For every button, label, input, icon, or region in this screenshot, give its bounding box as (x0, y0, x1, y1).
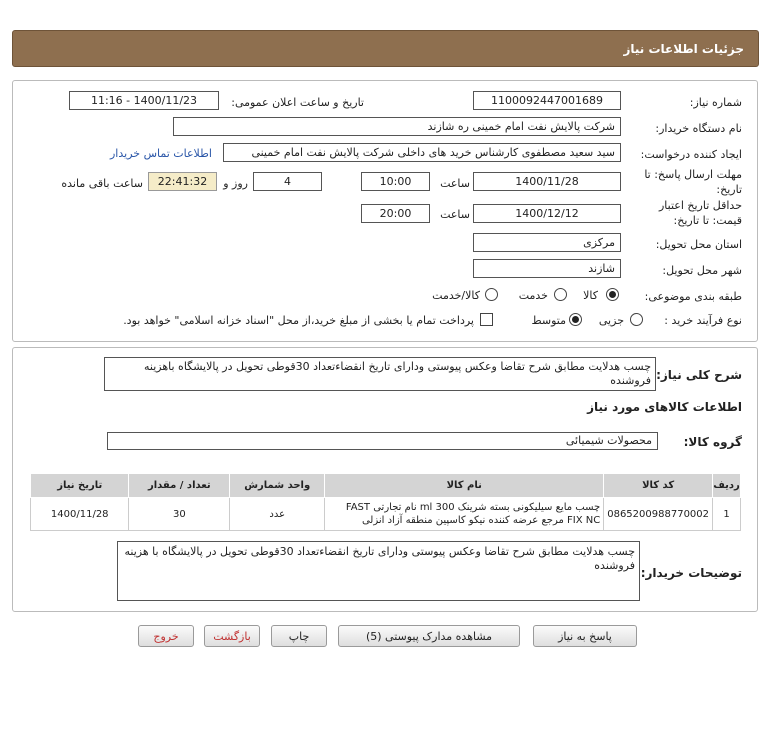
requester-label: ایجاد کننده درخواست: (640, 148, 742, 161)
description-field[interactable]: چسب هدلایت مطابق شرح تقاضا وعکس پیوستی ودارای تاریخ انقضاءتعداد 30قوطی تحویل در پالایشگاه باهزینه فروشنده (104, 357, 656, 391)
buyer-notes-field[interactable]: چسب هدلایت مطابق شرح تقاضا وعکس پیوستی ودارای تاریخ انقضاءتعداد 30قوطی تحویل در پالایشگاه با هزینه فروشنده (117, 541, 640, 601)
treasury-payment-checkbox[interactable] (480, 313, 493, 326)
print-button[interactable]: چاپ (271, 625, 327, 647)
goods-table-header (31, 474, 741, 498)
category-goods-label: کالا (583, 289, 598, 302)
cell-row: 1 (713, 498, 741, 531)
cell-name: چسب مایع سیلیکونی بسته شرینک 300 ml نام تجارتی FAST FIX NC مرجع عرضه کننده نیکو کاسپین منطقه آزاد انزلی (325, 498, 604, 531)
category-service-label: خدمت (518, 289, 548, 302)
validity-time-field[interactable]: 20:00 (361, 204, 430, 223)
city-field[interactable]: شازند (473, 259, 621, 278)
col-unit-header: واحد شمارش (230, 474, 325, 498)
send-time-label: ساعت (440, 177, 470, 190)
buyer-notes-label: توضیحات خریدار: (640, 566, 742, 580)
back-button[interactable]: بازگشت (204, 625, 260, 647)
treasury-payment-note: پرداخت تمام یا بخشی از مبلغ خرید،از محل "اسناد خزانه اسلامی" خواهد بود. (123, 314, 474, 327)
col-row-header: ردیف (713, 474, 741, 498)
process-medium-radio[interactable] (569, 313, 582, 326)
table-row[interactable] (31, 498, 741, 531)
col-qty-header: تعداد / مقدار (129, 474, 230, 498)
col-date-header: تاریخ نیاز (31, 474, 129, 498)
days-label: روز و (223, 177, 248, 190)
category-service-radio[interactable] (554, 288, 567, 301)
city-label: شهر محل تحویل: (662, 264, 742, 277)
process-minor-radio[interactable] (630, 313, 643, 326)
cell-qty: 30 (129, 498, 230, 531)
goods-group-field[interactable]: محصولات شیمیائی (107, 432, 658, 450)
process-medium-label: متوسط (531, 314, 566, 327)
validity-label-2: قیمت: تا تاریخ: (673, 214, 742, 227)
send-deadline-label-2: تاریخ: (716, 183, 742, 196)
buyer-org-field[interactable]: شرکت پالایش نفت امام خمینی ره شازند (173, 117, 621, 136)
reply-button[interactable]: پاسخ به نیاز (533, 625, 637, 647)
send-date-field[interactable]: 1400/11/28 (473, 172, 621, 191)
process-minor-label: جزیی (598, 314, 624, 327)
send-deadline-label: مهلت ارسال پاسخ: تا (644, 168, 742, 181)
page-title: جزئیات اطلاعات نیاز (623, 42, 744, 56)
cell-unit: عدد (230, 498, 325, 531)
category-goods-service-radio[interactable] (485, 288, 498, 301)
requester-field[interactable]: سید سعید مصطفوی کارشناس خرید های داخلی شرکت پالایش نفت امام خمینی (223, 143, 621, 162)
col-code-header: کد کالا (604, 474, 713, 498)
need-number-field[interactable]: 1100092447001689 (473, 91, 621, 110)
description-label: شرح کلی نیاز: (656, 368, 742, 382)
process-type-label: نوع فرآیند خرید : (664, 314, 742, 327)
remaining-time-field: 22:41:32 (148, 172, 217, 191)
buyer-org-label: نام دستگاه خریدار: (655, 122, 742, 135)
validity-label: حداقل تاریخ اعتبار (658, 199, 742, 212)
send-time-field[interactable]: 10:00 (361, 172, 430, 191)
buyer-contact-link[interactable]: اطلاعات تماس خریدار (110, 147, 212, 160)
announce-datetime-field[interactable]: 1400/11/23 - 11:16 (69, 91, 219, 110)
cell-date: 1400/11/28 (31, 498, 129, 531)
announce-datetime-label: تاریخ و ساعت اعلان عمومی: (231, 96, 364, 109)
need-number-label: شماره نیاز: (689, 96, 742, 109)
page-header (12, 30, 759, 67)
validity-date-field[interactable]: 1400/12/12 (473, 204, 621, 223)
goods-section-title: اطلاعات کالاهای مورد نیاز (587, 400, 742, 414)
remaining-time-label: ساعت باقی مانده (61, 177, 143, 190)
view-attachments-button[interactable]: مشاهده مدارک پیوستی (5) (338, 625, 520, 647)
col-name-header: نام کالا (325, 474, 604, 498)
cell-code: 0865200988770002 (604, 498, 713, 531)
category-label: طبقه بندی موضوعی: (644, 290, 742, 303)
category-goods-service-label: کالا/خدمت (432, 289, 480, 302)
exit-button[interactable]: خروج (138, 625, 194, 647)
goods-table (30, 473, 741, 531)
days-field[interactable]: 4 (253, 172, 322, 191)
category-goods-radio[interactable] (606, 288, 619, 301)
province-label: استان محل تحویل: (655, 238, 742, 251)
goods-group-label: گروه کالا: (683, 435, 742, 449)
validity-time-label: ساعت (440, 208, 470, 221)
province-field[interactable]: مرکزی (473, 233, 621, 252)
